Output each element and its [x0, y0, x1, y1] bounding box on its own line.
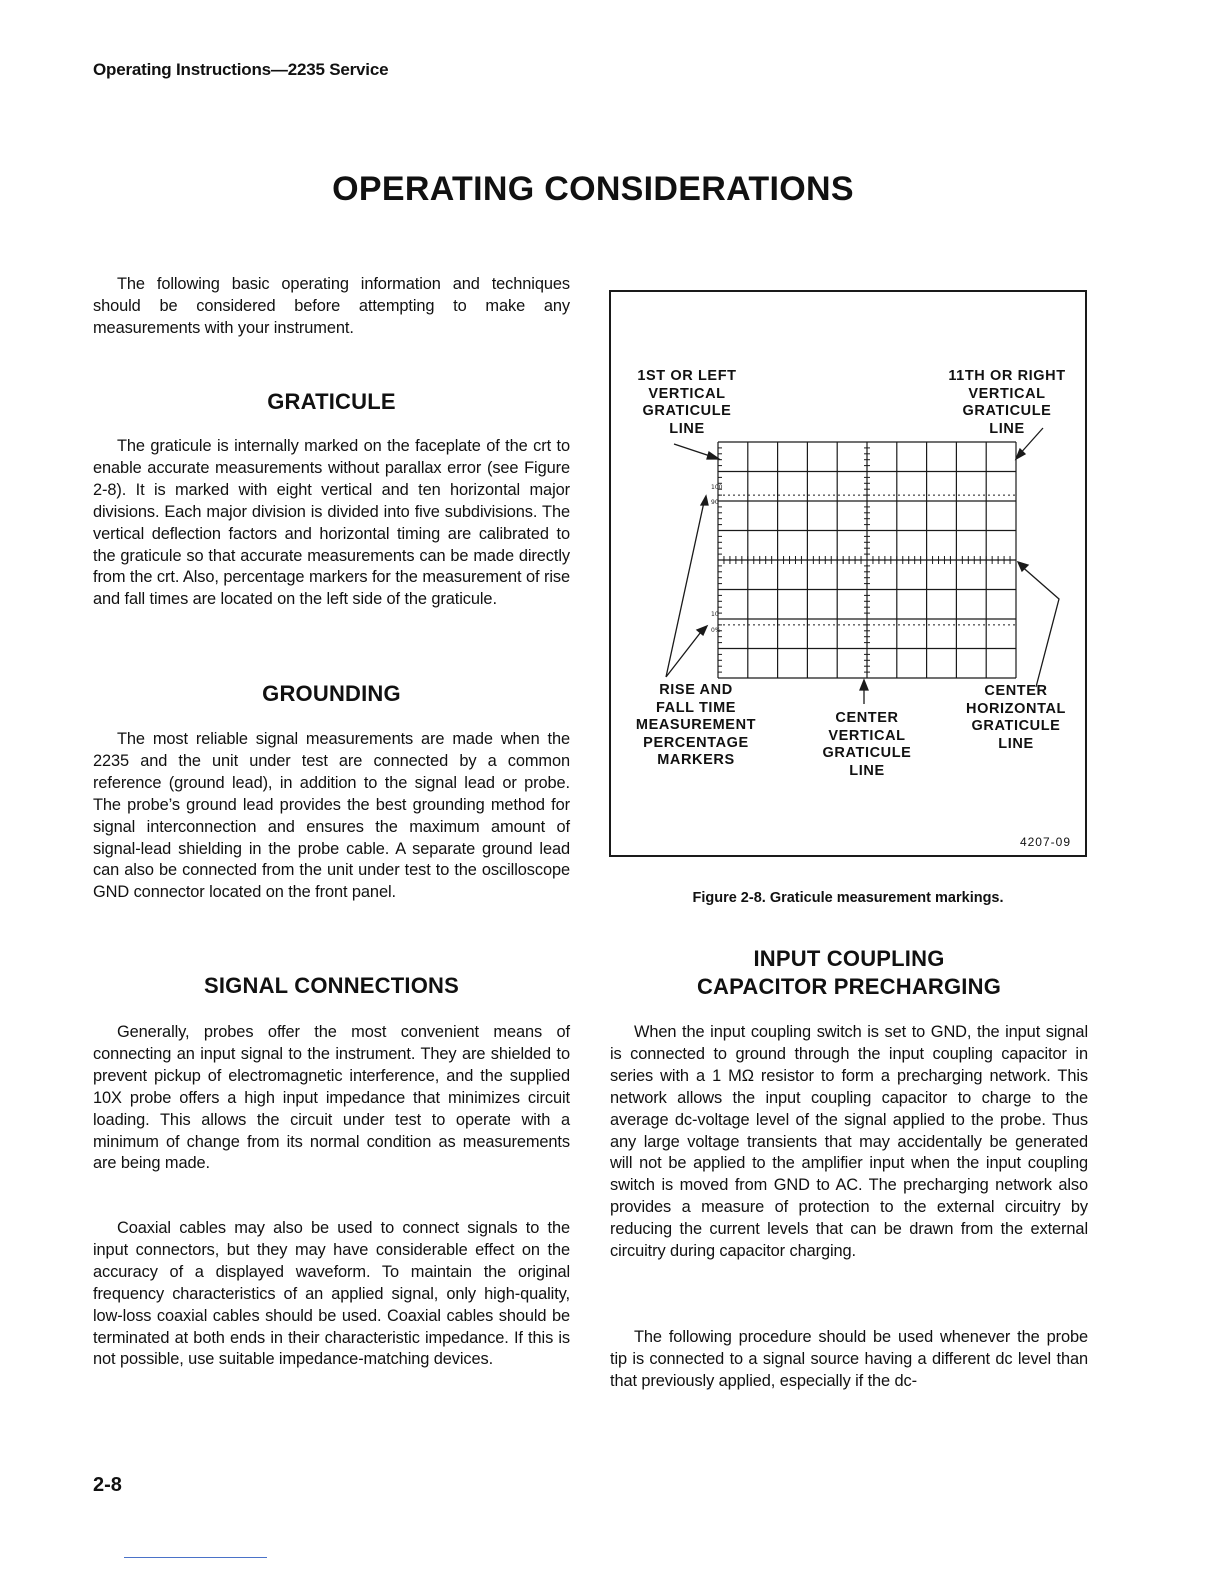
- page-title: OPERATING CONSIDERATIONS: [332, 170, 854, 208]
- marker-0: 0%: [711, 627, 721, 634]
- signal-connections-paragraph-1: Generally, probes offer the most convenient means of connecting an input signal to the instrument. They are shielded to prevent pickup of electromagnetic interference, and the supplied 10X probe offers a high input impedance that minimizes circuit loading. This allows the circuit under test to operate with a minimum of change from its normal condition as measurements are being made.: [93, 1023, 570, 1173]
- input-coupling-heading-line1: INPUT COUPLING: [753, 946, 945, 971]
- signal-connections-heading: SIGNAL CONNECTIONS: [204, 973, 459, 998]
- input-coupling-paragraph-1: When the input coupling switch is set to GND, the input signal is connected to ground through the input coupling capacitor in series with a 1 MΩ resistor to form a precharging network. This network allows the input coupling capacitor to charge to the average dc-voltage level of the signal applied to the probe. Thus any large voltage transients that may accidentally be generated will not be applied to the amplifier input when the input coupling switch is moved from GND to AC. The precharging network also provides a measure of protection to the external circuitry by reducing the current levels that can be drawn from the external circuitry during capacitor charging.: [610, 1023, 1088, 1261]
- marker-100: 100: [711, 484, 723, 491]
- underline-mark: [124, 1557, 267, 1558]
- figure-caption: Figure 2-8. Graticule measurement markings.: [692, 890, 1004, 906]
- graticule-heading: GRATICULE: [267, 389, 396, 414]
- grounding-heading: GROUNDING: [262, 681, 401, 706]
- signal-connections-paragraph-2: Coaxial cables may also be used to connect signals to the input connectors, but they may have considerable effect on the accuracy of a displayed waveform. To maintain the original frequency characteristics of an applied signal, only high-quality, low-loss coaxial cables should be used. Coaxial cables should be terminated at both ends in their characteristic impedance. If this is not possible, use suitable impedance-matching devices.: [93, 1219, 570, 1369]
- page-number: 2-8: [93, 1474, 122, 1496]
- grounding-paragraph: The most reliable signal measurements are made when the 2235 and the unit under test are connected by a common reference (ground lead), in addition to the signal lead or probe. The probe’s ground lead provides the best grounding method for signal interconnection and ensures the maximum amount of signal-lead shielding in the probe cable. A separate ground lead can also be connected from the unit under test to the oscilloscope GND connector located on the front panel.: [93, 730, 570, 902]
- input-coupling-heading-line2: CAPACITOR PRECHARGING: [696, 974, 1002, 999]
- left-column: [93, 0, 570, 1584]
- figure-id: 4207-09: [1019, 835, 1071, 849]
- marker-10: 10: [711, 611, 719, 618]
- label-eleventh-right-line: 11TH OR RIGHT VERTICAL GRATICULE LINE: [948, 368, 1066, 437]
- label-center-vertical-line: CENTER VERTICAL GRATICULE LINE: [822, 710, 912, 779]
- running-head: Operating Instructions—2235 Service: [93, 60, 389, 79]
- label-center-horizontal-line: CENTER HORIZONTAL GRATICULE LINE: [966, 683, 1066, 752]
- input-coupling-paragraph-2: The following procedure should be used whenever the probe tip is connected to a signal source having a different dc level than that previously applied, especially if the dc-: [610, 1328, 1088, 1390]
- label-first-left-line: 1ST OR LEFT VERTICAL GRATICULE LINE: [637, 368, 737, 437]
- right-column: [610, 0, 1088, 1584]
- graticule-paragraph: The graticule is internally marked on the faceplate of the crt to enable accurate measurements without parallax error (see Figure 2-8). It is marked with eight vertical and ten horizontal major divisions. Each major division is divided into five subdivisions. The vertical deflection factors and horizontal timing are calibrated to the graticule so that accurate measurements can be made directly from the crt. Also, percentage markers for the measurement of rise and fall times are located on the left side of the graticule.: [93, 437, 570, 609]
- label-rise-fall-markers: RISE AND FALL TIME MEASUREMENT PERCENTAGE MARKERS: [635, 682, 757, 768]
- marker-90: 90: [711, 499, 719, 506]
- intro-paragraph: The following basic operating information and techniques should be considered before attempting to make any measurements with your instrument.: [93, 275, 570, 337]
